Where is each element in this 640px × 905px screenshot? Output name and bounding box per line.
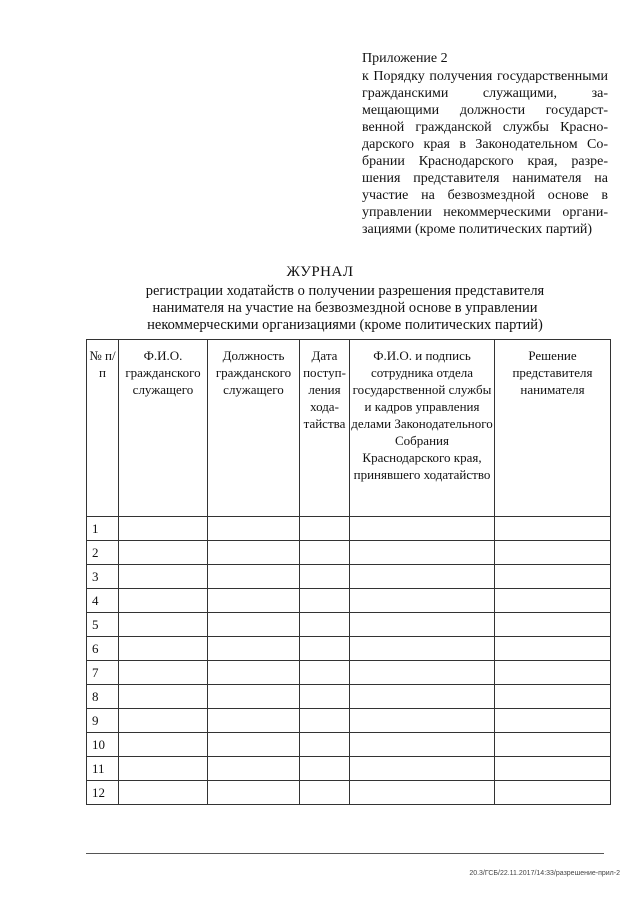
- cell-receipt-date: [300, 541, 350, 565]
- cell-receipt-date: [300, 565, 350, 589]
- header-number: № п/п: [87, 340, 119, 517]
- cell-position: [208, 685, 300, 709]
- cell-receipt-date: [300, 517, 350, 541]
- cell-decision: [495, 517, 611, 541]
- cell-receiver-signature: [350, 517, 495, 541]
- table-row: [87, 613, 611, 637]
- table-row: [87, 565, 611, 589]
- row-number: 7: [87, 661, 119, 685]
- cell-position: [208, 781, 300, 805]
- table-row: [87, 685, 611, 709]
- journal-title: ЖУРНАЛ: [286, 264, 354, 280]
- cell-decision: [495, 565, 611, 589]
- cell-position: [208, 589, 300, 613]
- table-header-row: [87, 340, 611, 517]
- header-position: Должность гражданского служащего: [208, 340, 300, 517]
- cell-full-name: [119, 541, 208, 565]
- cell-full-name: [119, 637, 208, 661]
- table-row: [87, 637, 611, 661]
- cell-decision: [495, 589, 611, 613]
- row-number: 9: [87, 709, 119, 733]
- table-row: [87, 517, 611, 541]
- cell-receiver-signature: [350, 565, 495, 589]
- cell-full-name: [119, 565, 208, 589]
- cell-receiver-signature: [350, 733, 495, 757]
- cell-receiver-signature: [350, 541, 495, 565]
- cell-position: [208, 565, 300, 589]
- cell-receiver-signature: [350, 781, 495, 805]
- cell-full-name: [119, 613, 208, 637]
- table-row: [87, 709, 611, 733]
- cell-decision: [495, 637, 611, 661]
- row-number: 10: [87, 733, 119, 757]
- cell-decision: [495, 685, 611, 709]
- cell-receiver-signature: [350, 661, 495, 685]
- cell-decision: [495, 781, 611, 805]
- cell-decision: [495, 733, 611, 757]
- cell-full-name: [119, 661, 208, 685]
- cell-receiver-signature: [350, 589, 495, 613]
- header-decision: Решение представителя нанимателя: [495, 340, 611, 517]
- row-number: 12: [87, 781, 119, 805]
- row-number: 6: [87, 637, 119, 661]
- cell-receipt-date: [300, 589, 350, 613]
- cell-position: [208, 661, 300, 685]
- cell-receiver-signature: [350, 685, 495, 709]
- cell-position: [208, 709, 300, 733]
- cell-position: [208, 733, 300, 757]
- row-number: 4: [87, 589, 119, 613]
- row-number: 11: [87, 757, 119, 781]
- cell-receipt-date: [300, 733, 350, 757]
- cell-decision: [495, 613, 611, 637]
- table-row: [87, 589, 611, 613]
- cell-receipt-date: [300, 685, 350, 709]
- row-number: 2: [87, 541, 119, 565]
- appendix-title: Приложение 2: [362, 51, 448, 66]
- cell-receiver-signature: [350, 709, 495, 733]
- journal-table-body: [87, 517, 611, 805]
- cell-full-name: [119, 589, 208, 613]
- cell-position: [208, 517, 300, 541]
- cell-position: [208, 757, 300, 781]
- cell-full-name: [119, 685, 208, 709]
- cell-decision: [495, 541, 611, 565]
- cell-position: [208, 613, 300, 637]
- row-number: 3: [87, 565, 119, 589]
- row-number: 1: [87, 517, 119, 541]
- cell-receipt-date: [300, 709, 350, 733]
- cell-receiver-signature: [350, 613, 495, 637]
- cell-receipt-date: [300, 637, 350, 661]
- cell-decision: [495, 757, 611, 781]
- footer-divider: [86, 853, 604, 854]
- row-number: 8: [87, 685, 119, 709]
- table-row: [87, 661, 611, 685]
- journal-subtitle: регистрации ходатайств о получении разрешения представителя нанимателя на участие на безвозмездной основе в управлении некоммерческими организациями (кроме политических партий): [145, 283, 545, 333]
- journal-table: [86, 339, 611, 805]
- cell-full-name: [119, 517, 208, 541]
- table-row: [87, 541, 611, 565]
- table-row: [87, 757, 611, 781]
- cell-receiver-signature: [350, 757, 495, 781]
- row-number: 5: [87, 613, 119, 637]
- header-receiver-signature: Ф.И.О. и подпись сотрудника отдела государственной службы и кадров управления делами Законодательного Собрания Краснодарского края, принявшего ходатайство: [350, 340, 495, 517]
- cell-receipt-date: [300, 757, 350, 781]
- appendix-text: к Порядку получения государственными гражданскими служащими, замещающими должности государственной гражданской службы Краснодарского края в Законодательном Собрании Краснодарского края, разрешения представителя нанимателя на участие на безвозмездной основе в управлении некоммерческими организациями (кроме политических партий): [362, 69, 608, 237]
- table-row: [87, 733, 611, 757]
- header-full-name: Ф.И.О. гражданского служащего: [119, 340, 208, 517]
- cell-full-name: [119, 781, 208, 805]
- cell-position: [208, 637, 300, 661]
- appendix-block: [362, 50, 608, 238]
- footer-document-code: 20.3/ГСБ/22.11.2017/14:33/разрешение-прил-2: [469, 870, 620, 877]
- cell-full-name: [119, 733, 208, 757]
- cell-receipt-date: [300, 661, 350, 685]
- cell-receipt-date: [300, 613, 350, 637]
- cell-position: [208, 541, 300, 565]
- cell-decision: [495, 709, 611, 733]
- cell-full-name: [119, 757, 208, 781]
- cell-decision: [495, 661, 611, 685]
- cell-full-name: [119, 709, 208, 733]
- cell-receipt-date: [300, 781, 350, 805]
- header-receipt-date: Дата поступления ходатайства: [300, 340, 350, 517]
- table-row: [87, 781, 611, 805]
- cell-receiver-signature: [350, 637, 495, 661]
